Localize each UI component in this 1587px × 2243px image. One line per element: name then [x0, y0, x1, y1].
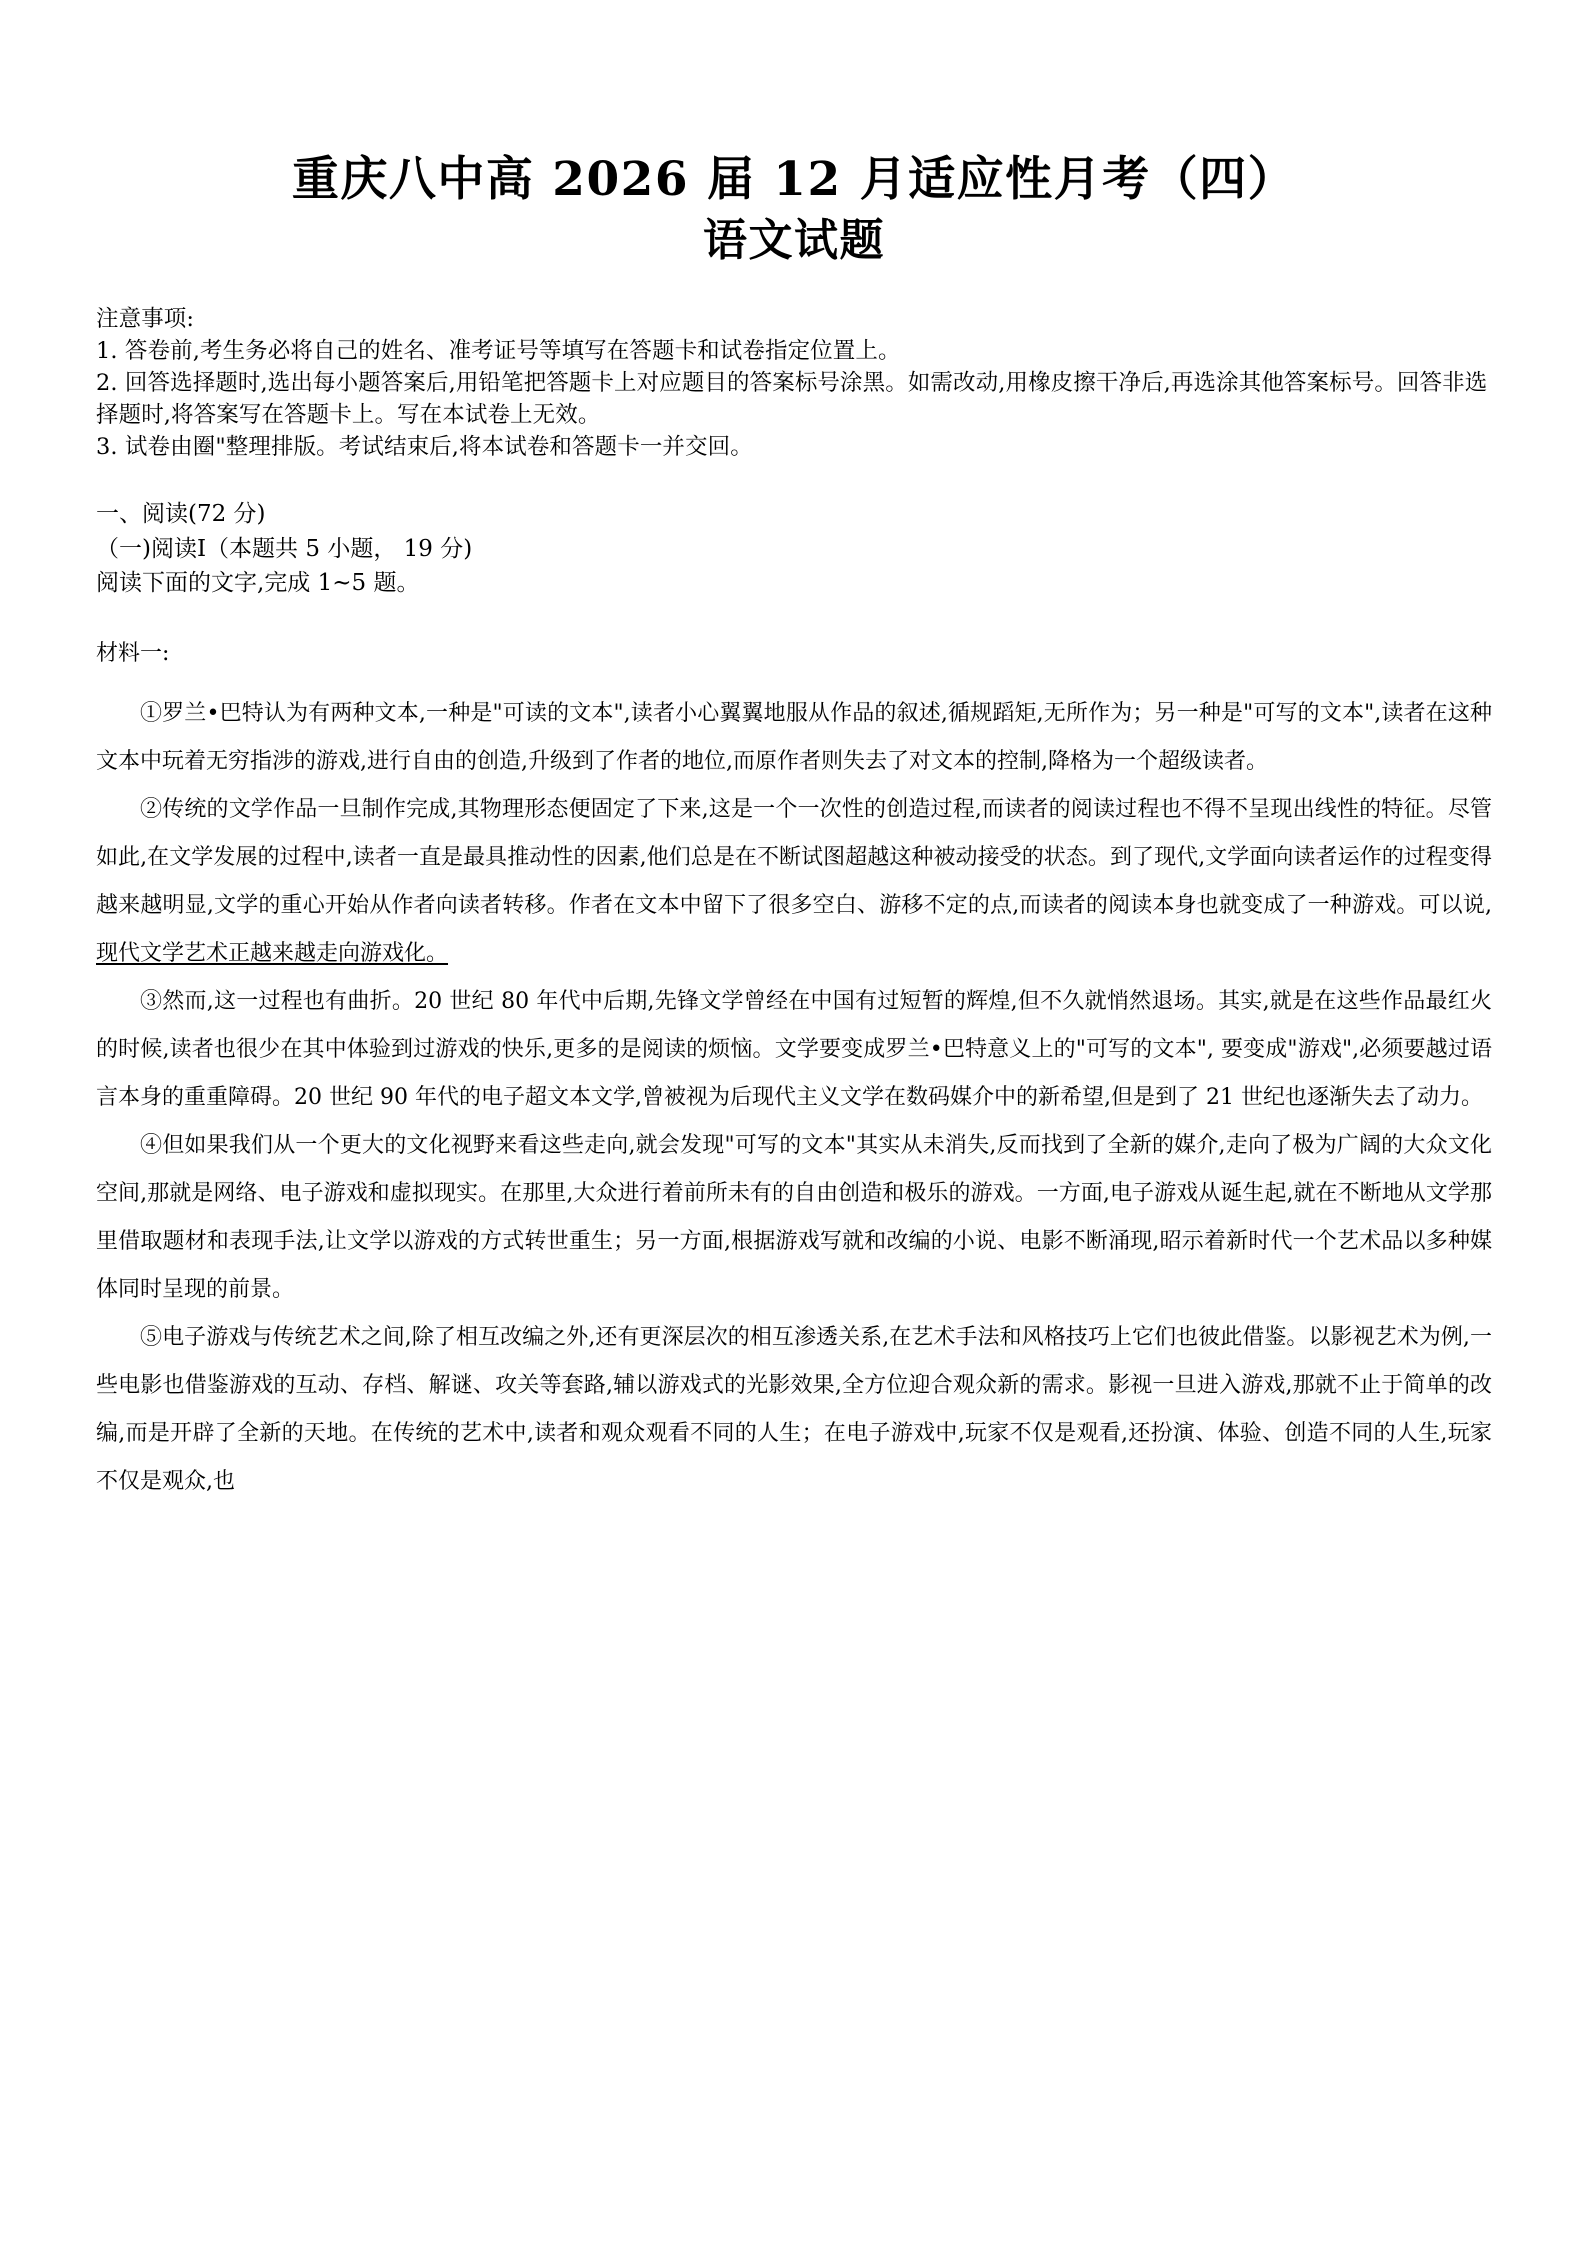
section-headings [96, 497, 1492, 602]
paragraph-5: ⑤电子游戏与传统艺术之间,除了相互改编之外,还有更深层次的相互渗透关系,在艺术手法和风格技巧上它们也彼此借鉴。以影视艺术为例,一些电影也借鉴游戏的互动、存档、解谜、攻关等套路,辅以游戏式的光影效果,全方位迎合观众新的需求。影视一旦进入游戏,那就不止于简单的改编,而是开辟了全新的天地。在传统的艺术中,读者和观众观看不同的人生；在电子游戏中,玩家不仅是观看,还扮演、体验、创造不同的人生,玩家不仅是观众,也 [96, 1324, 1492, 1494]
page-subtitle: 语文试题 [703, 215, 885, 267]
section-part-one: 一、阅读(72 分) [96, 500, 266, 527]
paragraph-2 [96, 786, 1492, 978]
material-label: 材料一: [96, 641, 170, 667]
title-block [96, 0, 1492, 269]
paragraph-4: ④但如果我们从一个更大的文化视野来看这些走向,就会发现"可写的文本"其实从未消失,反而找到了全新的媒介,走向了极为广阔的大众文化空间,那就是网络、电子游戏和虚拟现实。在那里,大众进行着前所未有的自由创造和极乐的游戏。一方面,电子游戏从诞生起,就在不断地从文学那里借取题材和表现手法,让文学以游戏的方式转世重生；另一方面,根据游戏写就和改编的小说、电影不断涌现,昭示着新时代一个艺术品以多种媒体同时呈现的前景。 [96, 1133, 1492, 1302]
notice-item-2: 2. 回答选择题时,选出每小题答案后,用铅笔把答题卡上对应题目的答案标号涂黑。如需改动,用橡皮擦干净后,再选涂其他答案标号。回答非选择题时,将答案写在答题卡上。写在本试卷上无效。 [96, 370, 1488, 429]
paragraph-3: ③然而,这一过程也有曲折。20 世纪 80 年代中后期,先锋文学曾经在中国有过短暂的辉煌,但不久就悄然退场。其实,就是在这些作品最红火的时候,读者也很少在其中体验到过游戏的快乐,更多的是阅读的烦恼。文学要变成罗兰•巴特意义上的"可写的文本", 要变成"游戏",必须要越过语言本身的重重障碍。20 世纪 90 年代的电子超文本文学,曾被视为后现代主义文学在数码媒介中的新希望,但是到了 21 世纪也逐渐失去了动力。 [96, 989, 1492, 1111]
notice-heading: 注意事项: [96, 305, 195, 332]
page-content [96, 0, 1492, 1506]
notice-item-3: 3. 试卷由圈"整理排版。考试结束后,将本试卷和答题卡一并交回。 [96, 434, 753, 461]
paragraph-2-text: ②传统的文学作品一旦制作完成,其物理形态便固定了下来,这是一个一次性的创造过程,而读者的阅读过程也不得不呈现出线性的特征。尽管如此,在文学发展的过程中,读者一直是最具推动性的因素,他们总是在不断试图超越这种被动接受的状态。到了现代,文学面向读者运作的过程变得越来越明显,文学的重心开始从作者向读者转移。作者在文本中留下了很多空白、游移不定的点,而读者的阅读本身也就变成了一种游戏。可以说, [96, 797, 1492, 919]
page-title: 重庆八中高 2026 届 12 月适应性月考（四） [291, 152, 1297, 207]
notice-block [96, 303, 1492, 464]
paragraph-2-underlined-text: 现代文学艺术正越来越走向游戏化。 [96, 941, 449, 967]
material-body [96, 690, 1492, 1505]
section-sub-one: （一)阅读Ⅰ（本题共 5 小题， 19 分) [96, 535, 473, 562]
section-instruction: 阅读下面的文字,完成 1~5 题。 [96, 570, 420, 597]
notice-item-1: 1. 答卷前,考生务必将自己的姓名、准考证号等填写在答题卡和试卷指定位置上。 [96, 337, 901, 364]
paragraph-1: ①罗兰•巴特认为有两种文本,一种是"可读的文本",读者小心翼翼地服从作品的叙述,循规蹈矩,无所作为；另一种是"可写的文本",读者在这种文本中玩着无穷指涉的游戏,进行自由的创造,升级到了作者的地位,而原作者则失去了对文本的控制,降格为一个超级读者。 [96, 701, 1492, 775]
